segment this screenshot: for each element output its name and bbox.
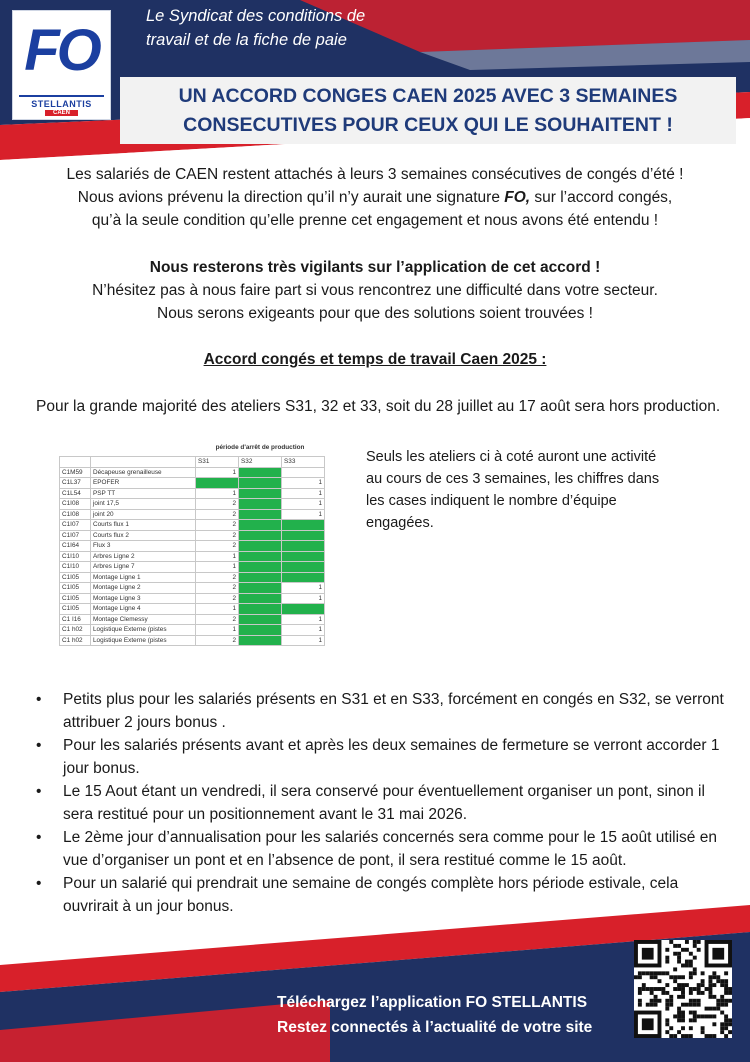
table-cell-s31: 2 xyxy=(196,520,239,531)
table-cell-s31: 2 xyxy=(196,572,239,583)
table-cell-code: C1L37 xyxy=(60,478,91,489)
table-cell-s33 xyxy=(282,520,325,531)
table-cell-name: Arbres Ligne 2 xyxy=(91,551,196,562)
table-row xyxy=(60,467,325,478)
table-row xyxy=(60,572,325,583)
table-cell-code: C1 h02 xyxy=(60,625,91,636)
tagline-line-1: Le Syndicat des conditions de xyxy=(146,7,366,25)
table-cell-s33: 1 xyxy=(282,625,325,636)
table-cell-code: C1I07 xyxy=(60,530,91,541)
table-cell-s33 xyxy=(282,562,325,573)
table-cell-s32 xyxy=(239,614,282,625)
table-cell-s32 xyxy=(239,635,282,646)
production-table-wrapper xyxy=(59,440,325,646)
table-cell-code: C1I10 xyxy=(60,551,91,562)
table-cell-name: Montage Ligne 3 xyxy=(91,593,196,604)
footer-line-2: Restez connectés à l’actualité de votre site xyxy=(277,1019,593,1036)
production-table xyxy=(59,440,325,646)
table-cell-s31: 1 xyxy=(196,562,239,573)
table-row xyxy=(60,509,325,520)
tagline-line-2: travail et de la fiche de paie xyxy=(146,31,347,49)
bullet-dot-icon: • xyxy=(36,829,42,846)
table-cell-s32 xyxy=(239,509,282,520)
table-cell-code: C1M59 xyxy=(60,467,91,478)
intro-line-2 xyxy=(20,186,730,209)
table-cell-name: Courts flux 2 xyxy=(91,530,196,541)
table-cell-name: Montage Clemessy xyxy=(91,614,196,625)
table-cell-s31: 2 xyxy=(196,614,239,625)
vigilance-line-3: Nous serons exigeants pour que des solutions soient trouvées ! xyxy=(157,305,593,322)
logo-brand-text: STELLANTIS xyxy=(31,99,92,109)
table-cell-s32 xyxy=(239,541,282,552)
table-cell-s32 xyxy=(239,562,282,573)
page-title xyxy=(179,82,678,140)
table-cell-s33: 1 xyxy=(282,583,325,594)
table-body xyxy=(60,467,325,646)
table-row xyxy=(60,520,325,531)
fo-stellantis-logo xyxy=(12,10,111,120)
table-cell-code: C1I05 xyxy=(60,604,91,615)
table-cell-code: C1I07 xyxy=(60,520,91,531)
table-row xyxy=(60,530,325,541)
table-row xyxy=(60,499,325,510)
intro-line-1: Les salariés de CAEN restent attachés à leurs 3 semaines consécutives de congés d’été ! xyxy=(66,166,684,183)
table-cell-s31: 1 xyxy=(196,488,239,499)
table-cell-s33: 1 xyxy=(282,488,325,499)
table-cell-s33 xyxy=(282,530,325,541)
table-cell-code: C1L54 xyxy=(60,488,91,499)
bullet-dot-icon: • xyxy=(36,875,42,892)
bullet-text: Le 2ème jour d’annualisation pour les salariés concernés sera comme pour le 15 août utilisé en vue d’organiser un pont et en l’absence de pont, il sera restitué comme le 15 août. xyxy=(63,829,717,869)
vigilance-line-1: Nous resterons très vigilants sur l’application de cet accord ! xyxy=(149,259,601,276)
table-row xyxy=(60,583,325,594)
bullet-text: Pour les salariés présents avant et après les deux semaines de fermeture se verront accorder 1 jour bonus. xyxy=(63,737,720,777)
table-cell-name: Logistique Externe (pistes xyxy=(91,635,196,646)
table-cell-s33: 1 xyxy=(282,593,325,604)
table-cell-s32 xyxy=(239,488,282,499)
table-cell-s32 xyxy=(239,551,282,562)
table-cell-name: joint 17,5 xyxy=(91,499,196,510)
table-cell-code: C1I64 xyxy=(60,541,91,552)
logo-site-badge xyxy=(13,110,110,116)
table-cell-code: C1 I16 xyxy=(60,614,91,625)
table-cell-s32 xyxy=(239,520,282,531)
list-item xyxy=(36,734,726,780)
table-cell-name: Flux 3 xyxy=(91,541,196,552)
table-row xyxy=(60,478,325,489)
table-cell-s33 xyxy=(282,541,325,552)
intro-line-2b: sur l’accord congés, xyxy=(530,189,673,206)
bullet-dot-icon: • xyxy=(36,737,42,754)
table-cell-s32 xyxy=(239,467,282,478)
table-cell-s31 xyxy=(196,478,239,489)
table-row xyxy=(60,488,325,499)
intro-line-2a: Nous avions prévenu la direction qu’il n’y aurait une signature xyxy=(77,189,505,206)
table-head-blank-name xyxy=(91,457,196,468)
table-cell-s31: 1 xyxy=(196,467,239,478)
table-empty-head xyxy=(60,440,196,457)
vigilance-paragraph xyxy=(20,256,730,325)
table-cell-s33: 1 xyxy=(282,478,325,489)
bullet-text: Pour un salarié qui prendrait une semaine de congés complète hors période estivale, cela ouvrirait à un jour bonus. xyxy=(63,875,679,915)
table-cell-s31: 2 xyxy=(196,499,239,510)
table-cell-s32 xyxy=(239,478,282,489)
section-heading: Accord congés et temps de travail Caen 2025 : xyxy=(203,351,547,368)
table-cell-code: C1I10 xyxy=(60,562,91,573)
title-line-1: UN ACCORD CONGES CAEN 2025 AVEC 3 SEMAINES xyxy=(178,84,678,107)
table-cell-s33: 1 xyxy=(282,509,325,520)
footer-line-1: Téléchargez l’application FO STELLANTIS xyxy=(277,994,588,1011)
table-cell-s32 xyxy=(239,583,282,594)
table-cell-s33 xyxy=(282,572,325,583)
table-cell-name: PSP TT xyxy=(91,488,196,499)
table-cell-name: Logistique Externe (pistes xyxy=(91,625,196,636)
table-cell-code: C1I08 xyxy=(60,499,91,510)
table-row xyxy=(60,551,325,562)
table-cell-s33: 1 xyxy=(282,635,325,646)
bullet-dot-icon: • xyxy=(36,691,42,708)
list-item xyxy=(36,780,726,826)
table-head-s32: S32 xyxy=(239,457,282,468)
intro-line-3: qu’à la seule condition qu’elle prenne cet engagement et nous avons été entendu ! xyxy=(91,212,659,229)
table-cell-name: Montage Ligne 2 xyxy=(91,583,196,594)
table-cell-s31: 1 xyxy=(196,625,239,636)
intro-fo-emphasis: FO, xyxy=(504,189,531,206)
qr-code-icon[interactable] xyxy=(634,940,732,1038)
table-cell-s31: 2 xyxy=(196,635,239,646)
table-cell-s33 xyxy=(282,467,325,478)
table-cell-name: Arbres Ligne 7 xyxy=(91,562,196,573)
table-cell-name: joint 20 xyxy=(91,509,196,520)
table-cell-name: Décapeuse grenailleuse xyxy=(91,467,196,478)
table-cell-name: Montage Ligne 4 xyxy=(91,604,196,615)
list-item xyxy=(36,688,726,734)
table-cell-s33 xyxy=(282,604,325,615)
table-cell-s32 xyxy=(239,572,282,583)
table-cell-s32 xyxy=(239,604,282,615)
table-cell-code: C1I05 xyxy=(60,593,91,604)
table-row xyxy=(60,593,325,604)
table-cell-s33 xyxy=(282,551,325,562)
table-cell-s31: 1 xyxy=(196,604,239,615)
table-row xyxy=(60,614,325,625)
table-cell-s32 xyxy=(239,530,282,541)
table-head-s31: S31 xyxy=(196,457,239,468)
bullet-text: Petits plus pour les salariés présents en S31 et en S33, forcément en congés en S32, se verront attribuer 2 jours bonus . xyxy=(63,691,724,731)
table-cell-s31: 2 xyxy=(196,541,239,552)
table-cell-s33: 1 xyxy=(282,499,325,510)
table-cell-s31: 2 xyxy=(196,583,239,594)
bullet-text: Le 15 Aout étant un vendredi, il sera conservé pour éventuellement organiser un pont, sinon il sera restitué pour un positionnement avant le 31 mai 2026. xyxy=(63,783,705,823)
table-week-row xyxy=(60,457,325,468)
title-banner xyxy=(120,77,736,144)
table-head-s33: S33 xyxy=(282,457,325,468)
list-item xyxy=(36,872,726,918)
table-row xyxy=(60,604,325,615)
table-cell-code: C1 h02 xyxy=(60,635,91,646)
table-cell-s31: 1 xyxy=(196,551,239,562)
table-period-header: période d'arrêt de production xyxy=(215,444,305,452)
list-item xyxy=(36,826,726,872)
footer-text xyxy=(277,990,592,1040)
table-head-blank-code xyxy=(60,457,91,468)
table-cell-s31: 2 xyxy=(196,530,239,541)
table-cell-code: C1I05 xyxy=(60,583,91,594)
table-row xyxy=(60,625,325,636)
table-cell-s32 xyxy=(239,499,282,510)
logo-divider xyxy=(19,95,104,97)
table-cell-s31: 2 xyxy=(196,509,239,520)
table-cell-s33: 1 xyxy=(282,614,325,625)
intro-paragraph xyxy=(20,163,730,232)
table-row xyxy=(60,562,325,573)
table-cell-s32 xyxy=(239,593,282,604)
table-cell-code: C1I05 xyxy=(60,572,91,583)
side-note: Seuls les ateliers ci à coté auront une activité au cours de ces 3 semaines, les chiffres dans les cases indiquent le nombre d’équipe engagées. xyxy=(366,449,660,531)
table-cell-s31: 2 xyxy=(196,593,239,604)
table-cell-s32 xyxy=(239,625,282,636)
table-cell-name: Courts flux 1 xyxy=(91,520,196,531)
bullet-dot-icon: • xyxy=(36,783,42,800)
vigilance-line-2: N’hésitez pas à nous faire part si vous rencontrez une difficulté dans votre secteur. xyxy=(92,282,658,299)
table-period-row xyxy=(60,440,325,457)
header-tagline xyxy=(146,4,446,52)
table-cell-name: EPOFER xyxy=(91,478,196,489)
logo-site-text: CAEN xyxy=(45,110,78,116)
table-cell-code: C1I08 xyxy=(60,509,91,520)
table-cell-name: Montage Ligne 1 xyxy=(91,572,196,583)
production-text: Pour la grande majorité des ateliers S31, 32 et 33, soit du 28 juillet au 17 août sera hors production. xyxy=(36,398,721,415)
logo-fo-text: FO xyxy=(24,18,99,83)
title-line-2: CONSECUTIVES POUR CEUX QUI LE SOUHAITENT ! xyxy=(183,113,673,136)
table-row xyxy=(60,541,325,552)
bonus-bullet-list xyxy=(36,688,726,918)
table-row xyxy=(60,635,325,646)
